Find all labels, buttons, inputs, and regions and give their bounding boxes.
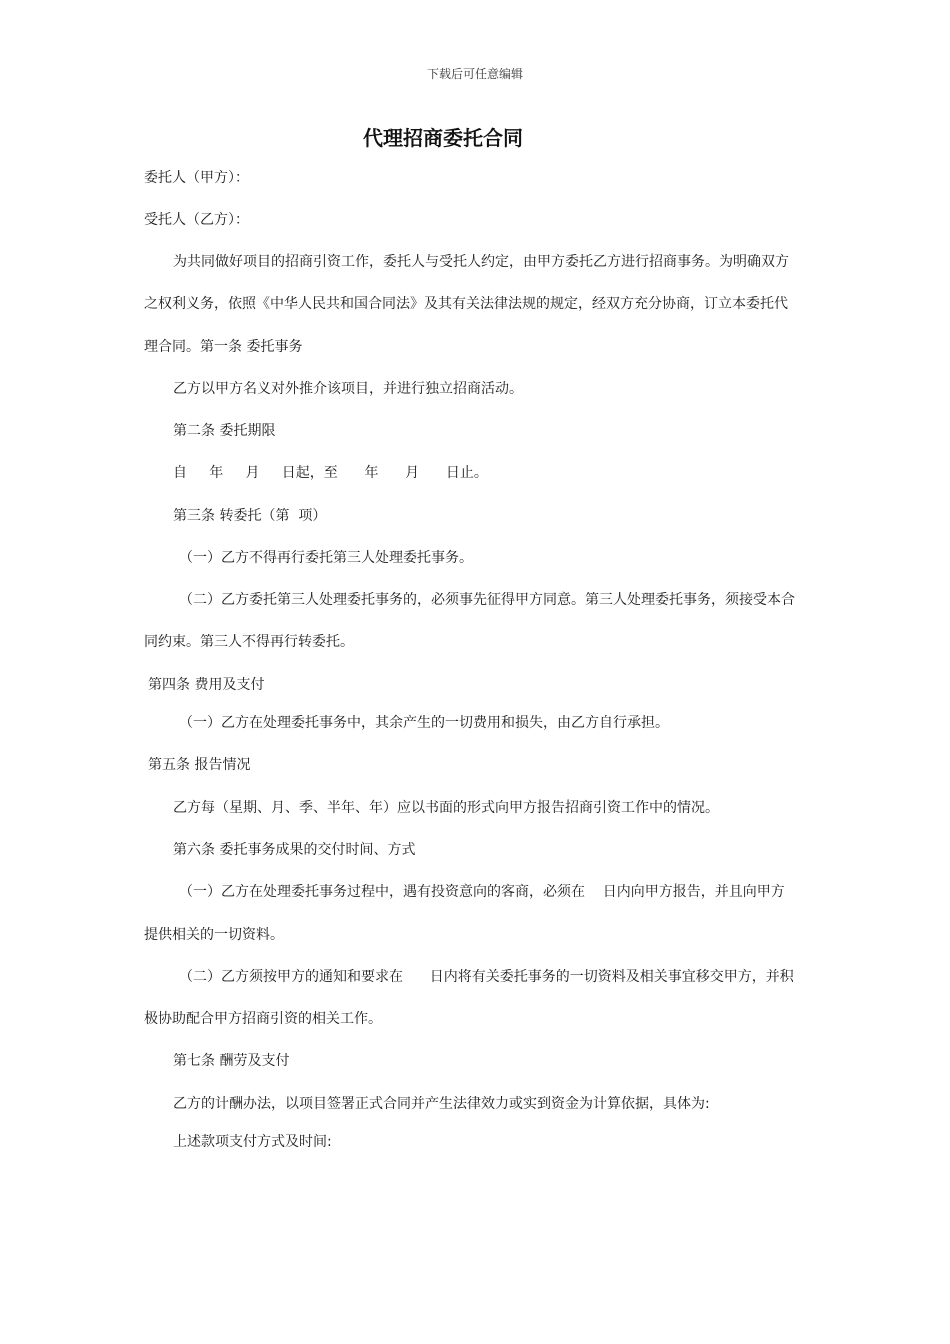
article-7-body: 乙方的计酬办法，以项目签署正式合同并产生法律效力或实到资金为计算依据，具体为: (173, 1096, 710, 1112)
article-5-body: 乙方每（星期、月、季、半年、年）应以书面的形式向甲方报告招商引资工作中的情况。 (173, 800, 719, 816)
article-6-item-1-line-2: 提供相关的一切资料。 (144, 927, 284, 943)
preamble-line-3: 理合同。第一条 委托事务 (144, 339, 303, 355)
article-2-body: 自 年 月 日起，至 年 月 日止。 (173, 465, 488, 481)
article-3-item-1: （一）乙方不得再行委托第三人处理委托事务。 (179, 550, 473, 566)
article-3-heading: 第三条 转委托（第 项） (173, 508, 327, 524)
article-3-item-2-line-2: 同约束。第三人不得再行转委托。 (144, 634, 354, 650)
article-3-item-2-line-1: （二）乙方委托第三人处理委托事务的，必须事先征得甲方同意。第三人处理委托事务，须接受本合 (179, 592, 795, 608)
article-5-heading: 第五条 报告情况 (148, 757, 251, 773)
article-1-body: 乙方以甲方名义对外推介该项目，并进行独立招商活动。 (173, 381, 523, 397)
party-a-line: 委托人（甲方）： (144, 170, 249, 186)
article-6-item-1-line-1: （一）乙方在处理委托事务过程中，遇有投资意向的客商，必须在 日内向甲方报告，并且向甲方 (179, 884, 785, 900)
article-4-heading: 第四条 费用及支付 (148, 677, 265, 693)
article-2-heading: 第二条 委托期限 (173, 423, 276, 439)
payment-method-line: 上述款项支付方式及时间: (173, 1134, 332, 1150)
article-6-item-2-line-2: 极协助配合甲方招商引资的相关工作。 (144, 1011, 382, 1027)
preamble-line-1: 为共同做好项目的招商引资工作，委托人与受托人约定，由甲方委托乙方进行招商事务。为明确双方 (173, 254, 789, 270)
article-7-heading: 第七条 酬劳及支付 (173, 1053, 290, 1069)
preamble-line-2: 之权利义务，依照《中华人民共和国合同法》及其有关法律法规的规定，经双方充分协商，订立本委托代 (144, 296, 788, 312)
party-b-line: 受托人（乙方）： (144, 212, 249, 228)
document-title: 代理招商委托合同 (363, 126, 523, 150)
article-4-item-1: （一）乙方在处理委托事务中，其余产生的一切费用和损失，由乙方自行承担。 (179, 715, 669, 731)
article-6-heading: 第六条 委托事务成果的交付时间、方式 (173, 842, 416, 858)
article-6-item-2-line-1: （二）乙方须按甲方的通知和要求在 日内将有关委托事务的一切资料及相关事宜移交甲方，并积 (179, 969, 794, 985)
download-note: 下载后可任意编辑 (426, 67, 523, 81)
